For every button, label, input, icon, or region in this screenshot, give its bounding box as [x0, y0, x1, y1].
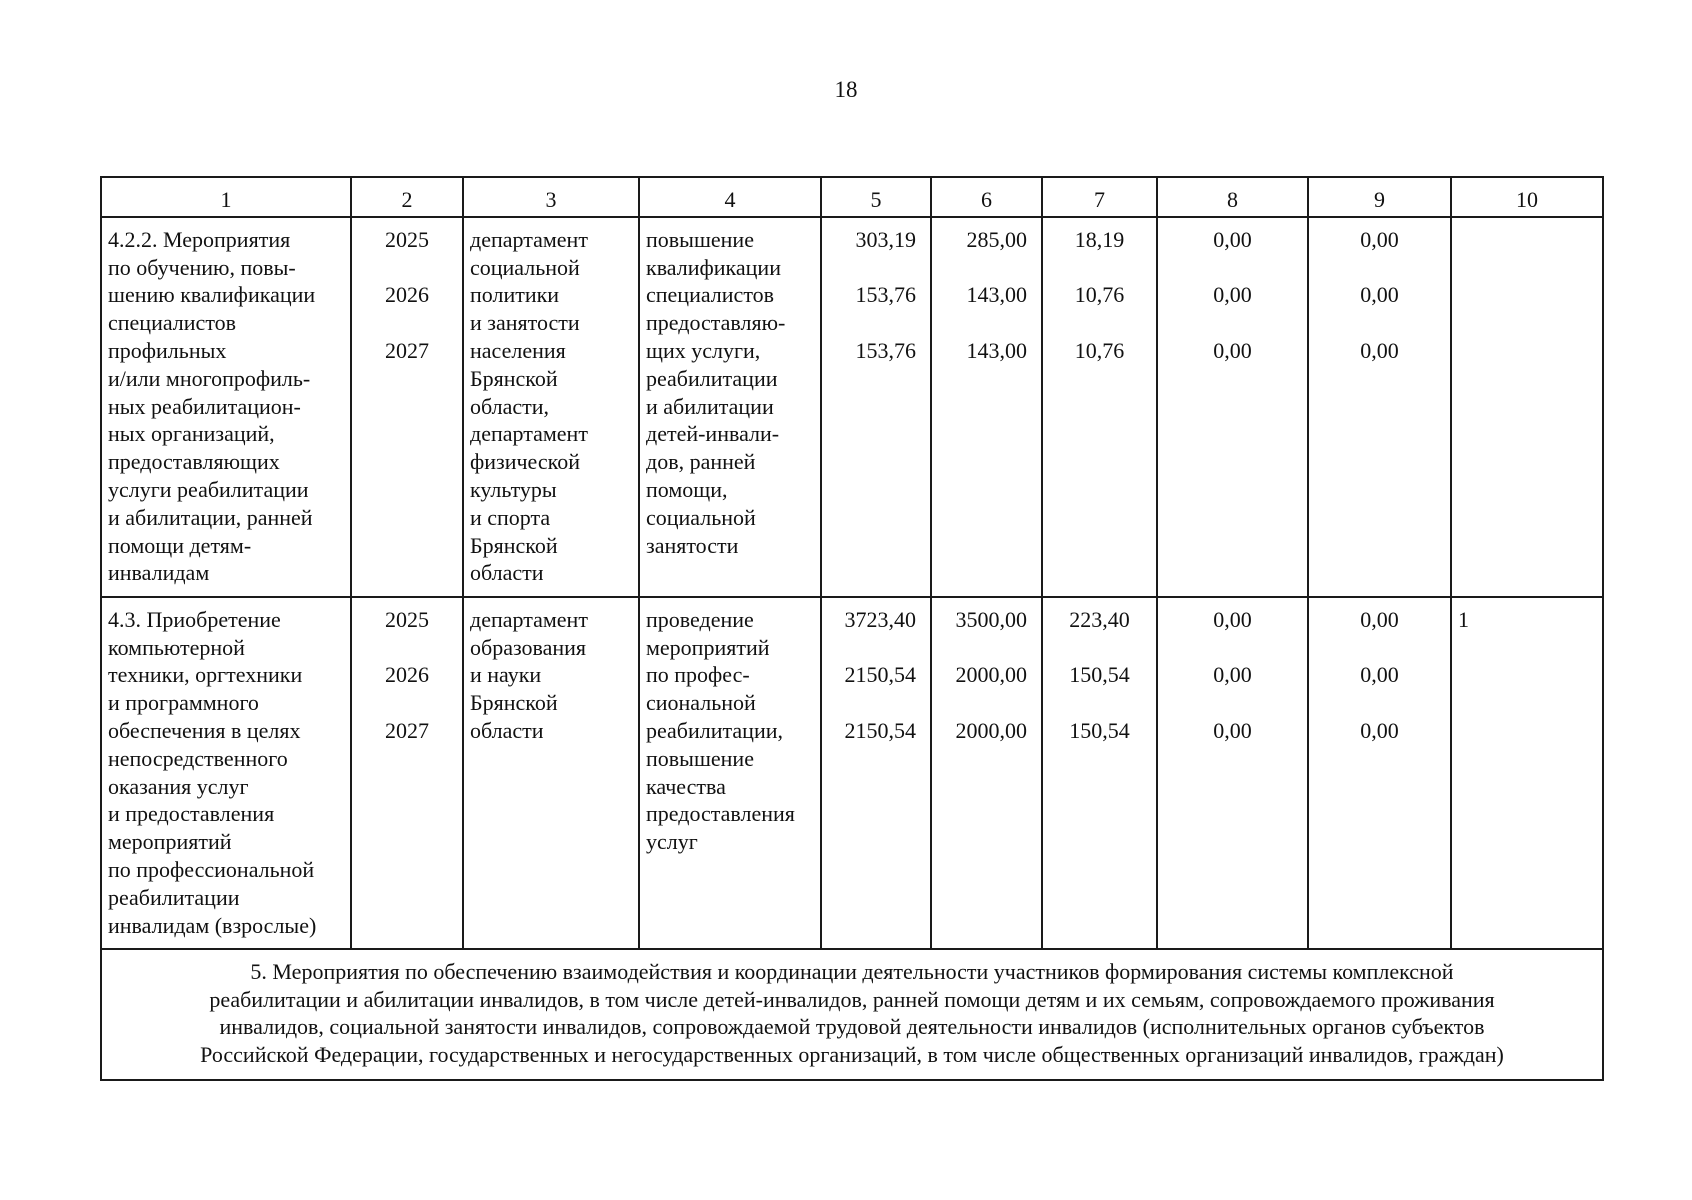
- cell-line: по профес-: [646, 662, 750, 688]
- cell-line: 2000,00: [955, 662, 1027, 688]
- cell-line: 150,54: [1069, 717, 1130, 743]
- cell-line: услуг: [646, 829, 698, 855]
- cell-line: 0,00: [1360, 662, 1399, 688]
- section-row: [101, 949, 1603, 1080]
- cell-line: 0,00: [1213, 282, 1252, 308]
- cell-line: специалистов: [108, 310, 237, 336]
- table-header-row: [101, 177, 1603, 217]
- cell-line: по профессиональной: [108, 856, 315, 882]
- cell-line: техники, оргтехники: [108, 662, 303, 688]
- section-heading: [101, 949, 1603, 1080]
- cell-line: предоставляющих: [108, 449, 280, 475]
- cell-line: предоставляю-: [646, 310, 786, 336]
- cell-line: 0,00: [1360, 282, 1399, 308]
- cell-line: 0,00: [1213, 337, 1252, 363]
- cell-line: повышение: [646, 226, 754, 252]
- section-line: инвалидов, социальной занятости инвалидов, сопровождаемой трудовой деятельности инвалидов (исполнительных органов субъектов: [219, 1014, 1485, 1040]
- cell-line: инвалидам (взрослые): [108, 912, 317, 938]
- cell-line: культуры: [470, 476, 557, 502]
- funding-col9-cell: [1308, 217, 1451, 597]
- cell-line: услуги реабилитации: [108, 476, 309, 502]
- result-cell: [639, 597, 821, 949]
- cell-line: 3500,00: [955, 606, 1027, 632]
- executor-cell: [463, 597, 639, 949]
- cell-line: Брянской: [470, 690, 558, 716]
- cell-line: и предоставления: [108, 801, 275, 827]
- funding-col7-cell: [1042, 597, 1157, 949]
- column-header: 5: [821, 177, 931, 217]
- program-table: [100, 176, 1604, 1081]
- column-header: 6: [931, 177, 1042, 217]
- cell-line: мероприятий: [108, 829, 232, 855]
- cell-line: компьютерной: [108, 634, 245, 660]
- cell-line: 0,00: [1213, 226, 1252, 252]
- cell-line: 2026: [385, 282, 429, 308]
- cell-line: социальной: [646, 504, 756, 530]
- cell-line: 143,00: [966, 282, 1027, 308]
- funding-col6-cell: [931, 597, 1042, 949]
- cell-line: занятости: [646, 532, 739, 558]
- cell-line: 0,00: [1360, 606, 1399, 632]
- cell-line: политики: [470, 282, 560, 308]
- cell-line: непосредственного: [108, 745, 288, 771]
- cell-line: сиональной: [646, 690, 756, 716]
- cell-line: 2025: [385, 606, 429, 632]
- cell-line: шению квалификации: [108, 282, 316, 308]
- page-number: 18: [834, 77, 858, 102]
- cell-line: департамент: [470, 421, 588, 447]
- cell-line: и занятости: [470, 310, 580, 336]
- cell-line: реабилитации,: [646, 717, 783, 743]
- cell-line: 150,54: [1069, 662, 1130, 688]
- cell-line: проведение: [646, 606, 754, 632]
- cell-line: 10,76: [1074, 282, 1125, 308]
- cell-line: населения: [470, 337, 566, 363]
- cell-line: ных реабилитацион-: [108, 393, 301, 419]
- column-header: 2: [351, 177, 463, 217]
- cell-line: квалификации: [646, 254, 781, 280]
- cell-line: 303,19: [855, 226, 916, 252]
- cell-line: 2027: [385, 337, 429, 363]
- section-line: Российской Федерации, государственных и негосударственных организаций, в том числе общественных организаций инвалидов, граждан): [200, 1042, 1504, 1068]
- measure-cell: [101, 597, 351, 949]
- section-line: 5. Мероприятия по обеспечению взаимодействия и координации деятельности участников формирования системы комплексной: [250, 958, 1454, 984]
- cell-line: и программного: [108, 690, 259, 716]
- cell-line: 0,00: [1360, 717, 1399, 743]
- cell-line: области,: [470, 393, 550, 419]
- cell-line: 2150,54: [844, 717, 916, 743]
- funding-total-cell: [821, 597, 931, 949]
- years-cell: [351, 217, 463, 597]
- cell-line: обеспечения в целях: [108, 717, 301, 743]
- cell-line: мероприятий: [646, 634, 770, 660]
- cell-line: 0,00: [1360, 337, 1399, 363]
- cell-line: 285,00: [966, 226, 1027, 252]
- table-row: [101, 597, 1603, 949]
- column-header: 10: [1451, 177, 1603, 217]
- cell-line: Брянской: [470, 365, 558, 391]
- cell-line: ных организаций,: [108, 421, 275, 447]
- cell-line: реабилитации: [108, 884, 240, 910]
- executor-cell: [463, 217, 639, 597]
- cell-line: департамент: [470, 606, 588, 632]
- cell-line: помощи,: [646, 476, 728, 502]
- cell-line: 153,76: [855, 337, 916, 363]
- cell-line: детей-инвали-: [646, 421, 780, 447]
- funding-col8-cell: [1157, 217, 1308, 597]
- cell-line: и науки: [470, 662, 542, 688]
- cell-line: реабилитации: [646, 365, 778, 391]
- cell-line: 3723,40: [844, 606, 916, 632]
- cell-line: 153,76: [855, 282, 916, 308]
- column-header: 3: [463, 177, 639, 217]
- cell-line: помощи детям-: [108, 532, 252, 558]
- cell-line: повышение: [646, 745, 754, 771]
- cell-line: и абилитации: [646, 393, 774, 419]
- funding-col9-cell: [1308, 597, 1451, 949]
- cell-line: 2000,00: [955, 717, 1027, 743]
- cell-line: Брянской: [470, 532, 558, 558]
- column-header: 9: [1308, 177, 1451, 217]
- cell-line: качества: [646, 773, 726, 799]
- cell-line: предоставления: [646, 801, 795, 827]
- cell-line: 143,00: [966, 337, 1027, 363]
- col10-cell: 1: [1451, 597, 1603, 949]
- column-header: 7: [1042, 177, 1157, 217]
- cell-line: департамент: [470, 226, 588, 252]
- cell-line: 2027: [385, 717, 429, 743]
- cell-line: по обучению, повы-: [108, 254, 296, 280]
- col10-cell: [1451, 217, 1603, 597]
- column-header: 1: [101, 177, 351, 217]
- cell-line: области: [470, 717, 544, 743]
- cell-line: 2025: [385, 226, 429, 252]
- column-header: 4: [639, 177, 821, 217]
- table-row: [101, 217, 1603, 597]
- cell-line: 2026: [385, 662, 429, 688]
- years-cell: [351, 597, 463, 949]
- cell-line: 0,00: [1213, 606, 1252, 632]
- cell-line: 2150,54: [844, 662, 916, 688]
- measure-cell: [101, 217, 351, 597]
- cell-line: 4.3. Приобретение: [108, 606, 281, 632]
- funding-col6-cell: [931, 217, 1042, 597]
- cell-line: и абилитации, ранней: [108, 504, 313, 530]
- funding-total-cell: [821, 217, 931, 597]
- funding-col8-cell: [1157, 597, 1308, 949]
- section-line: реабилитации и абилитации инвалидов, в том числе детей-инвалидов, ранней помощи детям и их семьям, сопровождаемого проживания: [209, 986, 1495, 1012]
- result-cell: [639, 217, 821, 597]
- cell-line: 4.2.2. Мероприятия: [108, 226, 291, 252]
- cell-line: области: [470, 560, 544, 586]
- cell-line: 0,00: [1213, 717, 1252, 743]
- column-header: 8: [1157, 177, 1308, 217]
- cell-line: физической: [470, 449, 580, 475]
- cell-line: специалистов: [646, 282, 775, 308]
- cell-line: дов, ранней: [646, 449, 756, 475]
- cell-line: социальной: [470, 254, 580, 280]
- cell-line: щих услуги,: [646, 337, 761, 363]
- cell-line: 223,40: [1069, 606, 1130, 632]
- cell-line: и спорта: [470, 504, 551, 530]
- cell-line: 0,00: [1213, 662, 1252, 688]
- cell-line: профильных: [108, 337, 227, 363]
- cell-line: 10,76: [1074, 337, 1125, 363]
- cell-line: образования: [470, 634, 587, 660]
- cell-line: инвалидам: [108, 560, 210, 586]
- cell-line: 0,00: [1360, 226, 1399, 252]
- cell-line: оказания услуг: [108, 773, 249, 799]
- cell-line: и/или многопрофиль-: [108, 365, 311, 391]
- funding-col7-cell: [1042, 217, 1157, 597]
- cell-line: 18,19: [1074, 226, 1125, 252]
